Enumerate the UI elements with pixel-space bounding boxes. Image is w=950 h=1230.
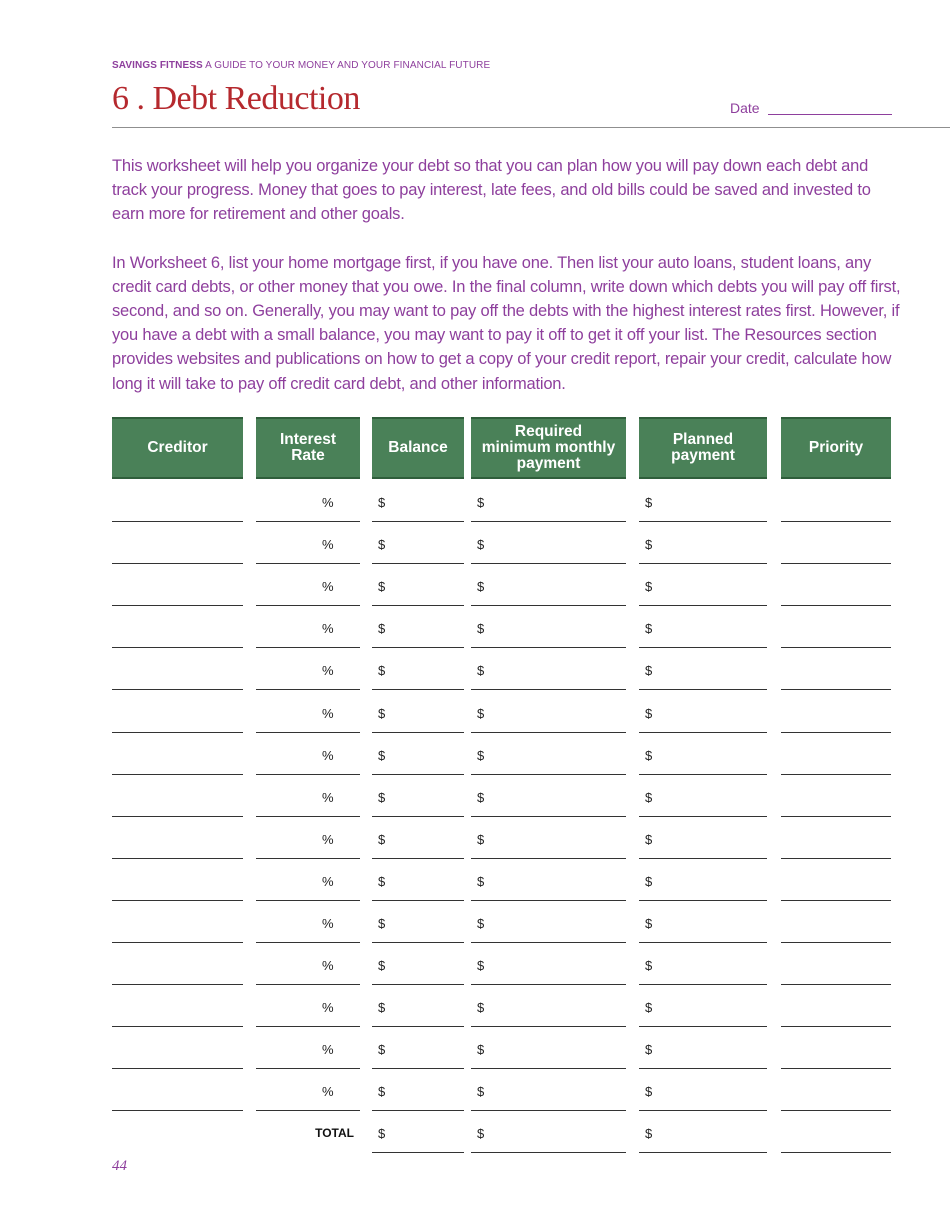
planned-payment-field[interactable] bbox=[639, 944, 767, 985]
balance-field[interactable] bbox=[372, 1070, 464, 1111]
dollar-sign: $ bbox=[645, 705, 653, 721]
table-row bbox=[0, 902, 950, 944]
creditor-field[interactable] bbox=[112, 692, 243, 733]
dollar-sign: $ bbox=[378, 747, 386, 763]
creditor-field[interactable] bbox=[112, 860, 243, 901]
creditor-field[interactable] bbox=[112, 523, 243, 564]
planned-payment-field[interactable] bbox=[639, 902, 767, 943]
priority-field[interactable] bbox=[781, 818, 891, 859]
creditor-field[interactable] bbox=[112, 776, 243, 817]
dollar-sign: $ bbox=[645, 1042, 653, 1058]
balance-field[interactable] bbox=[372, 986, 464, 1027]
table-row bbox=[0, 986, 950, 1028]
dollar-sign: $ bbox=[477, 873, 485, 889]
dollar-sign: $ bbox=[645, 958, 653, 974]
dollar-sign: $ bbox=[645, 789, 653, 805]
table-row bbox=[0, 565, 950, 607]
min-payment-field[interactable] bbox=[471, 986, 626, 1027]
priority-field[interactable] bbox=[781, 607, 891, 648]
balance-field[interactable] bbox=[372, 818, 464, 859]
planned-payment-field[interactable] bbox=[639, 649, 767, 690]
total-label-cell bbox=[256, 1112, 360, 1153]
dollar-sign: $ bbox=[477, 663, 485, 679]
dollar-sign: $ bbox=[378, 1126, 386, 1141]
dollar-sign: $ bbox=[378, 958, 386, 974]
interest-rate-field[interactable] bbox=[256, 1070, 360, 1111]
percent-sign: % bbox=[322, 705, 334, 721]
balance-field[interactable] bbox=[372, 565, 464, 606]
priority-field[interactable] bbox=[781, 1028, 891, 1069]
table-row bbox=[0, 1028, 950, 1070]
min-payment-field[interactable] bbox=[471, 860, 626, 901]
min-payment-field[interactable] bbox=[471, 1070, 626, 1111]
balance-field[interactable] bbox=[372, 649, 464, 690]
column-header-min-payment: Required minimum monthly payment bbox=[471, 417, 626, 479]
page-number: 44 bbox=[112, 1158, 127, 1174]
dollar-sign: $ bbox=[477, 579, 485, 595]
interest-rate-field[interactable] bbox=[256, 565, 360, 606]
table-row bbox=[0, 734, 950, 776]
priority-field[interactable] bbox=[781, 944, 891, 985]
dollar-sign: $ bbox=[645, 831, 653, 847]
min-payment-field[interactable] bbox=[471, 818, 626, 859]
min-payment-field[interactable] bbox=[471, 692, 626, 733]
title-divider bbox=[112, 127, 950, 128]
planned-payment-field[interactable] bbox=[639, 1070, 767, 1111]
date-label: Date bbox=[730, 100, 760, 116]
dollar-sign: $ bbox=[378, 873, 386, 889]
date-field[interactable] bbox=[768, 114, 892, 115]
table-row bbox=[0, 944, 950, 986]
dollar-sign: $ bbox=[477, 1042, 485, 1058]
percent-sign: % bbox=[322, 579, 334, 595]
total-planned-payment-field[interactable] bbox=[639, 1112, 767, 1153]
dollar-sign: $ bbox=[477, 916, 485, 931]
percent-sign: % bbox=[322, 663, 334, 679]
dollar-sign: $ bbox=[477, 958, 485, 974]
creditor-field[interactable] bbox=[112, 1070, 243, 1111]
dollar-sign: $ bbox=[378, 663, 386, 679]
intro-paragraph-1: This worksheet will help you organize your debt so that you can plan how you will pay down each debt and track your progress. Money that goes to pay interest, late fees, and old bills could be saved and invested to earn more for retirement and other goals. bbox=[112, 157, 871, 224]
intro-paragraph-2: In Worksheet 6, list your home mortgage first, if you have one. Then list your auto loans, student loans, any credit card debts, or other money that you owe. In the final column, write down which debts you will pay off first, second, and so on. Generally, you may want to pay off the debts with the highest interest rates first. However, if you have a debt with a small balance, you may want to pay it off to get it off your list. The Resources section provides websites and publications on how to get a copy of your credit report, repair your credit, calculate how long it will take to pay off credit card debt, and other information. bbox=[112, 253, 901, 393]
balance-field[interactable] bbox=[372, 734, 464, 775]
balance-field[interactable] bbox=[372, 481, 464, 522]
min-payment-field[interactable] bbox=[471, 944, 626, 985]
intro-text bbox=[112, 154, 902, 396]
column-header-planned-payment: Planned payment bbox=[639, 417, 767, 479]
column-header-balance: Balance bbox=[372, 417, 464, 479]
balance-field[interactable] bbox=[372, 523, 464, 564]
planned-payment-field[interactable] bbox=[639, 692, 767, 733]
table-row bbox=[0, 860, 950, 902]
total-label: TOTAL bbox=[315, 1126, 354, 1140]
percent-sign: % bbox=[322, 747, 334, 763]
priority-field[interactable] bbox=[781, 776, 891, 817]
table-row bbox=[0, 607, 950, 649]
planned-payment-field[interactable] bbox=[639, 776, 767, 817]
dollar-sign: $ bbox=[378, 1042, 386, 1058]
dollar-sign: $ bbox=[477, 1000, 485, 1016]
planned-payment-field[interactable] bbox=[639, 818, 767, 859]
planned-payment-field[interactable] bbox=[639, 986, 767, 1027]
dollar-sign: $ bbox=[645, 579, 653, 595]
dollar-sign: $ bbox=[645, 1084, 653, 1100]
dollar-sign: $ bbox=[645, 916, 653, 931]
total-balance-field[interactable] bbox=[372, 1112, 464, 1153]
min-payment-field[interactable] bbox=[471, 607, 626, 648]
percent-sign: % bbox=[322, 1084, 334, 1100]
dollar-sign: $ bbox=[477, 789, 485, 805]
table-row bbox=[0, 523, 950, 565]
planned-payment-field[interactable] bbox=[639, 565, 767, 606]
min-payment-field[interactable] bbox=[471, 902, 626, 943]
min-payment-field[interactable] bbox=[471, 649, 626, 690]
percent-sign: % bbox=[322, 1042, 334, 1058]
dollar-sign: $ bbox=[477, 1126, 485, 1141]
running-header bbox=[112, 60, 490, 71]
table-row bbox=[0, 481, 950, 523]
priority-field[interactable] bbox=[781, 734, 891, 775]
min-payment-field[interactable] bbox=[471, 481, 626, 522]
percent-sign: % bbox=[322, 916, 334, 931]
priority-field[interactable] bbox=[781, 565, 891, 606]
min-payment-field[interactable] bbox=[471, 523, 626, 564]
dollar-sign: $ bbox=[477, 747, 485, 763]
dollar-sign: $ bbox=[378, 705, 386, 721]
dollar-sign: $ bbox=[378, 1084, 386, 1100]
percent-sign: % bbox=[322, 789, 334, 805]
planned-payment-field[interactable] bbox=[639, 734, 767, 775]
interest-rate-field[interactable] bbox=[256, 481, 360, 522]
priority-field[interactable] bbox=[781, 649, 891, 690]
dollar-sign: $ bbox=[645, 873, 653, 889]
dollar-sign: $ bbox=[477, 495, 485, 510]
interest-rate-field[interactable] bbox=[256, 860, 360, 901]
interest-rate-field[interactable] bbox=[256, 776, 360, 817]
balance-field[interactable] bbox=[372, 692, 464, 733]
percent-sign: % bbox=[322, 958, 334, 974]
priority-field[interactable] bbox=[781, 1070, 891, 1111]
dollar-sign: $ bbox=[378, 831, 386, 847]
dollar-sign: $ bbox=[645, 1000, 653, 1016]
planned-payment-field[interactable] bbox=[639, 607, 767, 648]
table-row bbox=[0, 776, 950, 818]
balance-field[interactable] bbox=[372, 1028, 464, 1069]
priority-field[interactable] bbox=[781, 860, 891, 901]
dollar-sign: $ bbox=[477, 705, 485, 721]
dollar-sign: $ bbox=[645, 1126, 653, 1141]
priority-field[interactable] bbox=[781, 523, 891, 564]
priority-field[interactable] bbox=[781, 902, 891, 943]
priority-field[interactable] bbox=[781, 692, 891, 733]
min-payment-field[interactable] bbox=[471, 565, 626, 606]
balance-field[interactable] bbox=[372, 944, 464, 985]
dollar-sign: $ bbox=[477, 621, 485, 637]
column-header-creditor: Creditor bbox=[112, 417, 243, 479]
balance-field[interactable] bbox=[372, 860, 464, 901]
percent-sign: % bbox=[322, 495, 334, 510]
creditor-field[interactable] bbox=[112, 902, 243, 943]
balance-field[interactable] bbox=[372, 776, 464, 817]
creditor-field[interactable] bbox=[112, 734, 243, 775]
column-header-interest-rate: Interest Rate bbox=[256, 417, 360, 479]
priority-field[interactable] bbox=[781, 481, 891, 522]
dollar-sign: $ bbox=[378, 579, 386, 595]
balance-field[interactable] bbox=[372, 607, 464, 648]
interest-rate-field[interactable] bbox=[256, 944, 360, 985]
table-row bbox=[0, 649, 950, 691]
interest-rate-field[interactable] bbox=[256, 607, 360, 648]
balance-field[interactable] bbox=[372, 902, 464, 943]
interest-rate-field[interactable] bbox=[256, 649, 360, 690]
dollar-sign: $ bbox=[645, 747, 653, 763]
dollar-sign: $ bbox=[645, 537, 653, 553]
dollar-sign: $ bbox=[378, 789, 386, 805]
dollar-sign: $ bbox=[645, 495, 653, 510]
percent-sign: % bbox=[322, 537, 334, 553]
table-row bbox=[0, 692, 950, 734]
percent-sign: % bbox=[322, 831, 334, 847]
creditor-field[interactable] bbox=[112, 986, 243, 1027]
dollar-sign: $ bbox=[477, 537, 485, 553]
creditor-field[interactable] bbox=[112, 607, 243, 648]
interest-rate-field[interactable] bbox=[256, 818, 360, 859]
brand-tagline: A GUIDE TO YOUR MONEY AND YOUR FINANCIAL FUTURE bbox=[205, 60, 491, 71]
total-priority-field[interactable] bbox=[781, 1112, 891, 1153]
interest-rate-field[interactable] bbox=[256, 986, 360, 1027]
interest-rate-field[interactable] bbox=[256, 734, 360, 775]
brand-name: SAVINGS FITNESS bbox=[112, 60, 203, 71]
creditor-field[interactable] bbox=[112, 1028, 243, 1069]
priority-field[interactable] bbox=[781, 986, 891, 1027]
total-min-payment-field[interactable] bbox=[471, 1112, 626, 1153]
min-payment-field[interactable] bbox=[471, 1028, 626, 1069]
percent-sign: % bbox=[322, 1000, 334, 1016]
page-title: 6 . Debt Reduction bbox=[112, 80, 360, 117]
dollar-sign: $ bbox=[378, 495, 386, 510]
dollar-sign: $ bbox=[378, 1000, 386, 1016]
dollar-sign: $ bbox=[378, 916, 386, 931]
planned-payment-field[interactable] bbox=[639, 860, 767, 901]
dollar-sign: $ bbox=[645, 663, 653, 679]
total-row bbox=[0, 1112, 950, 1154]
interest-rate-field[interactable] bbox=[256, 902, 360, 943]
creditor-field[interactable] bbox=[112, 818, 243, 859]
planned-payment-field[interactable] bbox=[639, 1028, 767, 1069]
creditor-field[interactable] bbox=[112, 649, 243, 690]
percent-sign: % bbox=[322, 621, 334, 637]
planned-payment-field[interactable] bbox=[639, 481, 767, 522]
interest-rate-field[interactable] bbox=[256, 692, 360, 733]
table-row bbox=[0, 818, 950, 860]
dollar-sign: $ bbox=[378, 621, 386, 637]
percent-sign: % bbox=[322, 873, 334, 889]
table-row bbox=[0, 1070, 950, 1112]
dollar-sign: $ bbox=[477, 831, 485, 847]
creditor-field[interactable] bbox=[112, 565, 243, 606]
dollar-sign: $ bbox=[378, 537, 386, 553]
min-payment-field[interactable] bbox=[471, 734, 626, 775]
dollar-sign: $ bbox=[477, 1084, 485, 1100]
creditor-field[interactable] bbox=[112, 481, 243, 522]
interest-rate-field[interactable] bbox=[256, 1028, 360, 1069]
dollar-sign: $ bbox=[645, 621, 653, 637]
creditor-field[interactable] bbox=[112, 944, 243, 985]
interest-rate-field[interactable] bbox=[256, 523, 360, 564]
planned-payment-field[interactable] bbox=[639, 523, 767, 564]
column-header-priority: Priority bbox=[781, 417, 891, 479]
min-payment-field[interactable] bbox=[471, 776, 626, 817]
